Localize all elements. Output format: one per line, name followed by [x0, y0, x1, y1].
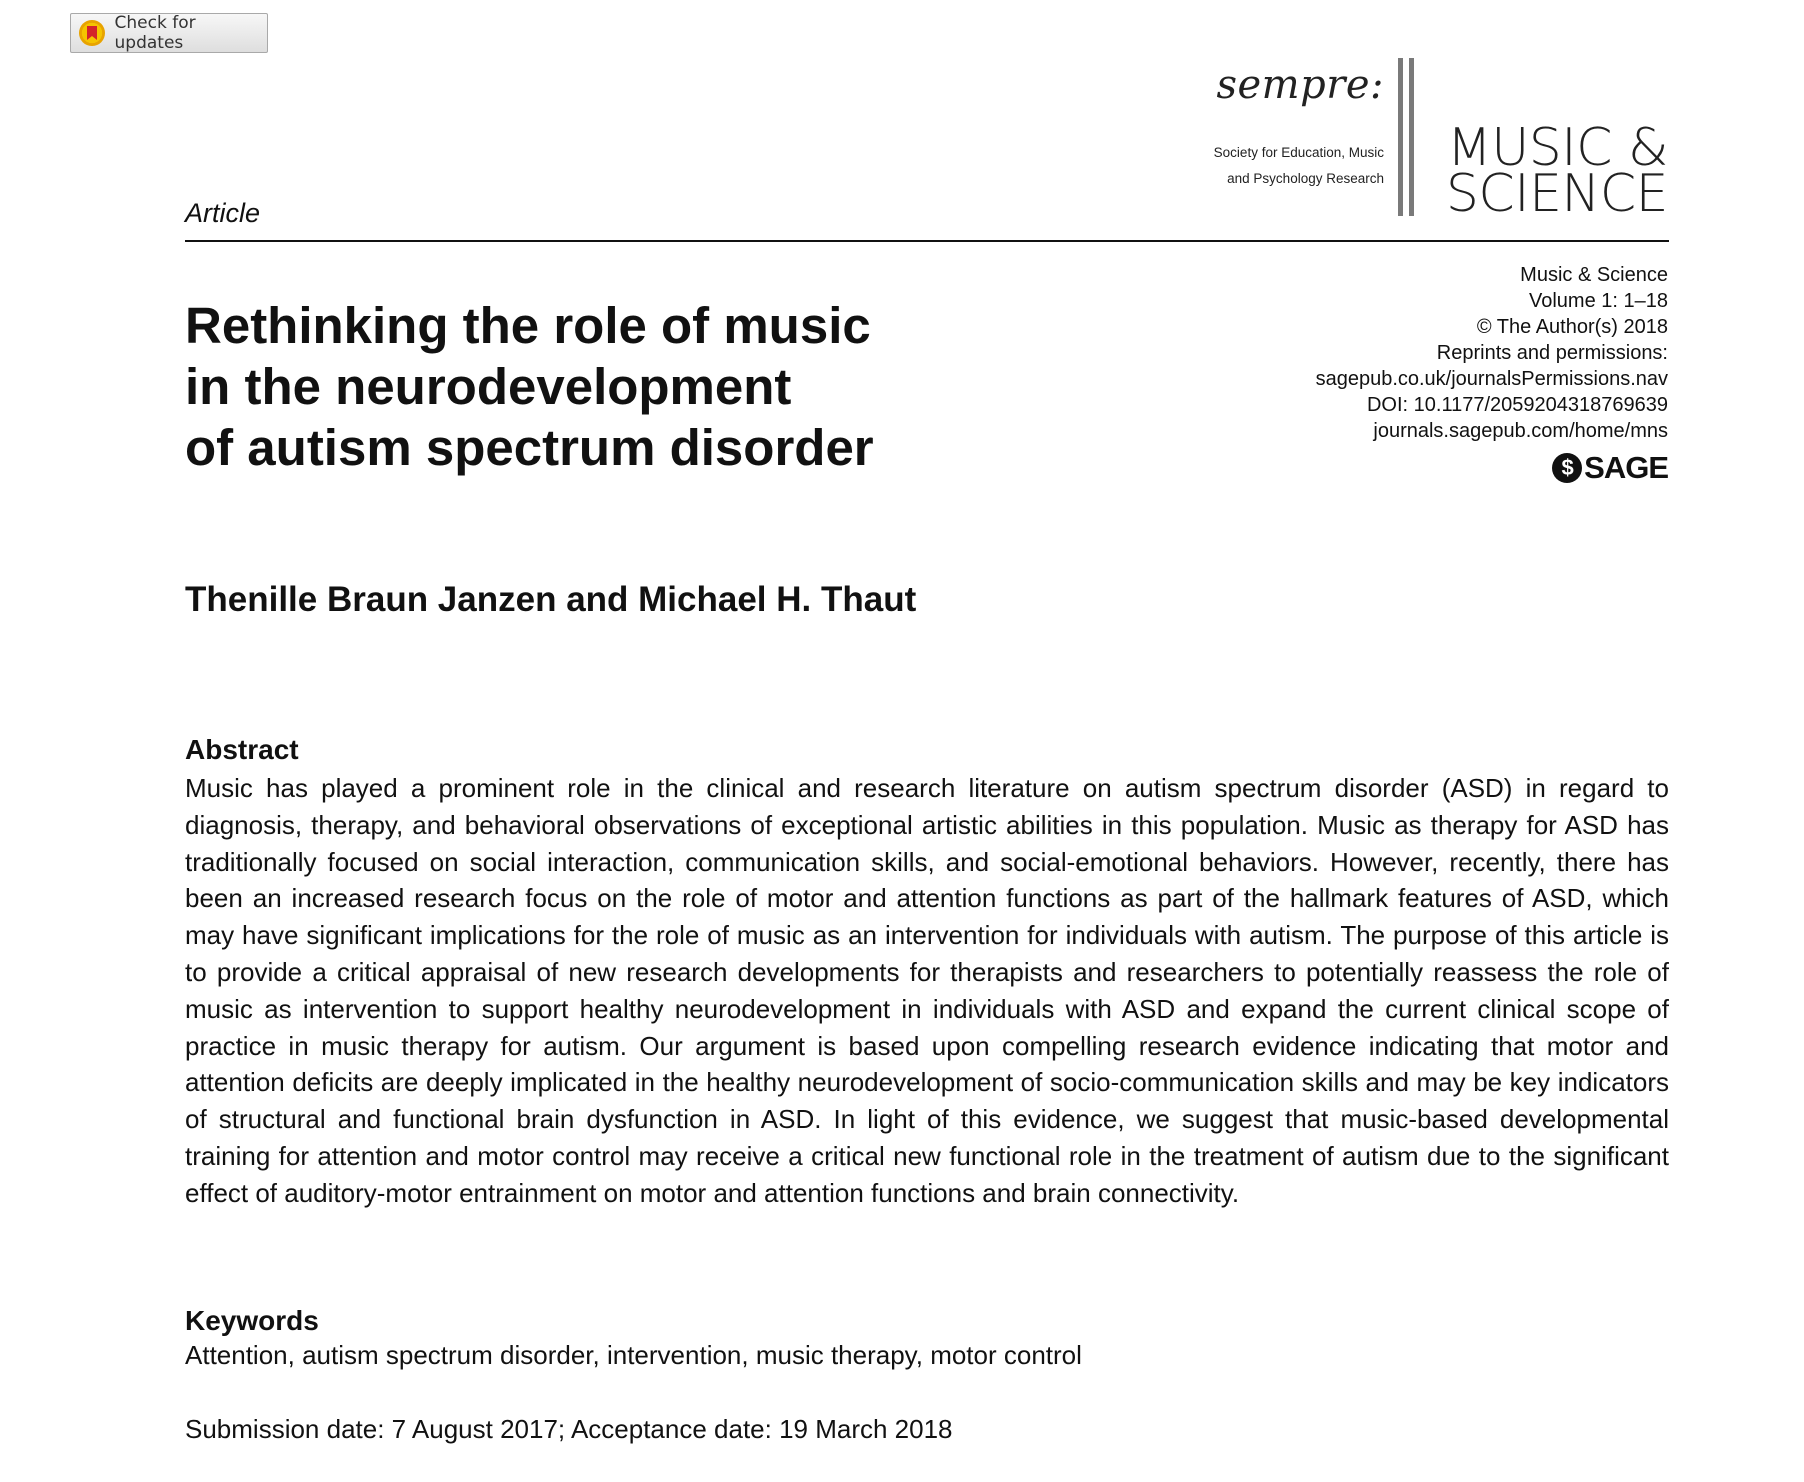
logo-divider-bar	[1409, 58, 1414, 216]
journal-logo-line2: SCIENCE	[1445, 164, 1668, 224]
sage-logo	[1552, 450, 1668, 486]
abstract-heading: Abstract	[185, 734, 299, 765]
sage-s-icon: $	[1552, 453, 1582, 483]
meta-home-link[interactable]: journals.sagepub.com/home/mns	[1373, 420, 1668, 442]
check-for-updates-label: Check for updates	[114, 13, 196, 53]
article-authors: Thenille Braun Janzen and Michael H. Thaut	[185, 580, 917, 619]
title-line2: in the neurodevelopment	[185, 358, 792, 415]
sempre-subtitle-line1: Society for Education, Music	[1213, 145, 1384, 160]
meta-doi[interactable]: DOI: 10.1177/2059204318769639	[1366, 394, 1668, 416]
meta-volume: Volume 1: 1–18	[1529, 290, 1668, 312]
check-for-updates-button[interactable]	[70, 13, 268, 53]
sage-logo-text: SAGE	[1584, 450, 1668, 485]
submission-dates: Submission date: 7 August 2017; Acceptance date: 19 March 2018	[185, 1414, 953, 1444]
bookmark-icon	[79, 20, 105, 46]
meta-journal: Music & Science	[1520, 264, 1668, 286]
meta-reprints: Reprints and permissions:	[1436, 342, 1668, 364]
article-title	[185, 295, 985, 478]
logo-divider-bar	[1398, 58, 1403, 216]
sempre-subtitle	[1144, 140, 1384, 192]
meta-copyright: © The Author(s) 2018	[1476, 316, 1668, 338]
title-line3: of autism spectrum disorder	[185, 419, 874, 476]
article-meta	[1316, 262, 1668, 444]
keywords-heading: Keywords	[185, 1305, 319, 1336]
sempre-subtitle-line2: and Psychology Research	[1227, 171, 1384, 186]
article-type-label: Article	[185, 198, 261, 228]
sempre-logo: sempre:	[1216, 62, 1384, 108]
header-divider	[185, 240, 1669, 242]
keywords-text: Attention, autism spectrum disorder, intervention, music therapy, motor control	[185, 1340, 1082, 1370]
title-line1: Rethinking the role of music	[185, 297, 871, 354]
journal-logo-line1: MUSIC &	[1446, 118, 1668, 178]
meta-permissions-link[interactable]: sagepub.co.uk/journalsPermissions.nav	[1315, 368, 1668, 390]
abstract-text: Music has played a prominent role in the clinical and research literature on autism spectrum disorder (ASD) in regard to diagnosis, therapy, and behavioral observations of exceptional artistic abilities in this population. Music as therapy for ASD has traditionally focused on social interaction, communication skills, and social-emotional behaviors. However, recently, there has been an increased research focus on the role of motor and attention functions as part of the hallmark features of ASD, which may have significant implications for the role of music as an intervention for individuals with autism. The purpose of this article is to provide a critical appraisal of new research developments for therapists and researchers to potentially reassess the role of music as intervention to support healthy neurodevelopment in individuals with ASD and expand the current clinical scope of practice in music therapy for autism. Our argument is based upon compelling research evidence indicating that motor and attention deficits are deeply implicated in the healthy neurodevelopment of socio-communication skills and may be key indicators of structural and functional brain dysfunction in ASD. In light of this evidence, we suggest that music-based developmental training for attention and motor control may receive a critical new functional role in the treatment of autism due to the significant effect of auditory-motor entrainment on motor and attention functions and brain connectivity.	[185, 773, 1669, 1208]
journal-logo	[1445, 118, 1668, 224]
